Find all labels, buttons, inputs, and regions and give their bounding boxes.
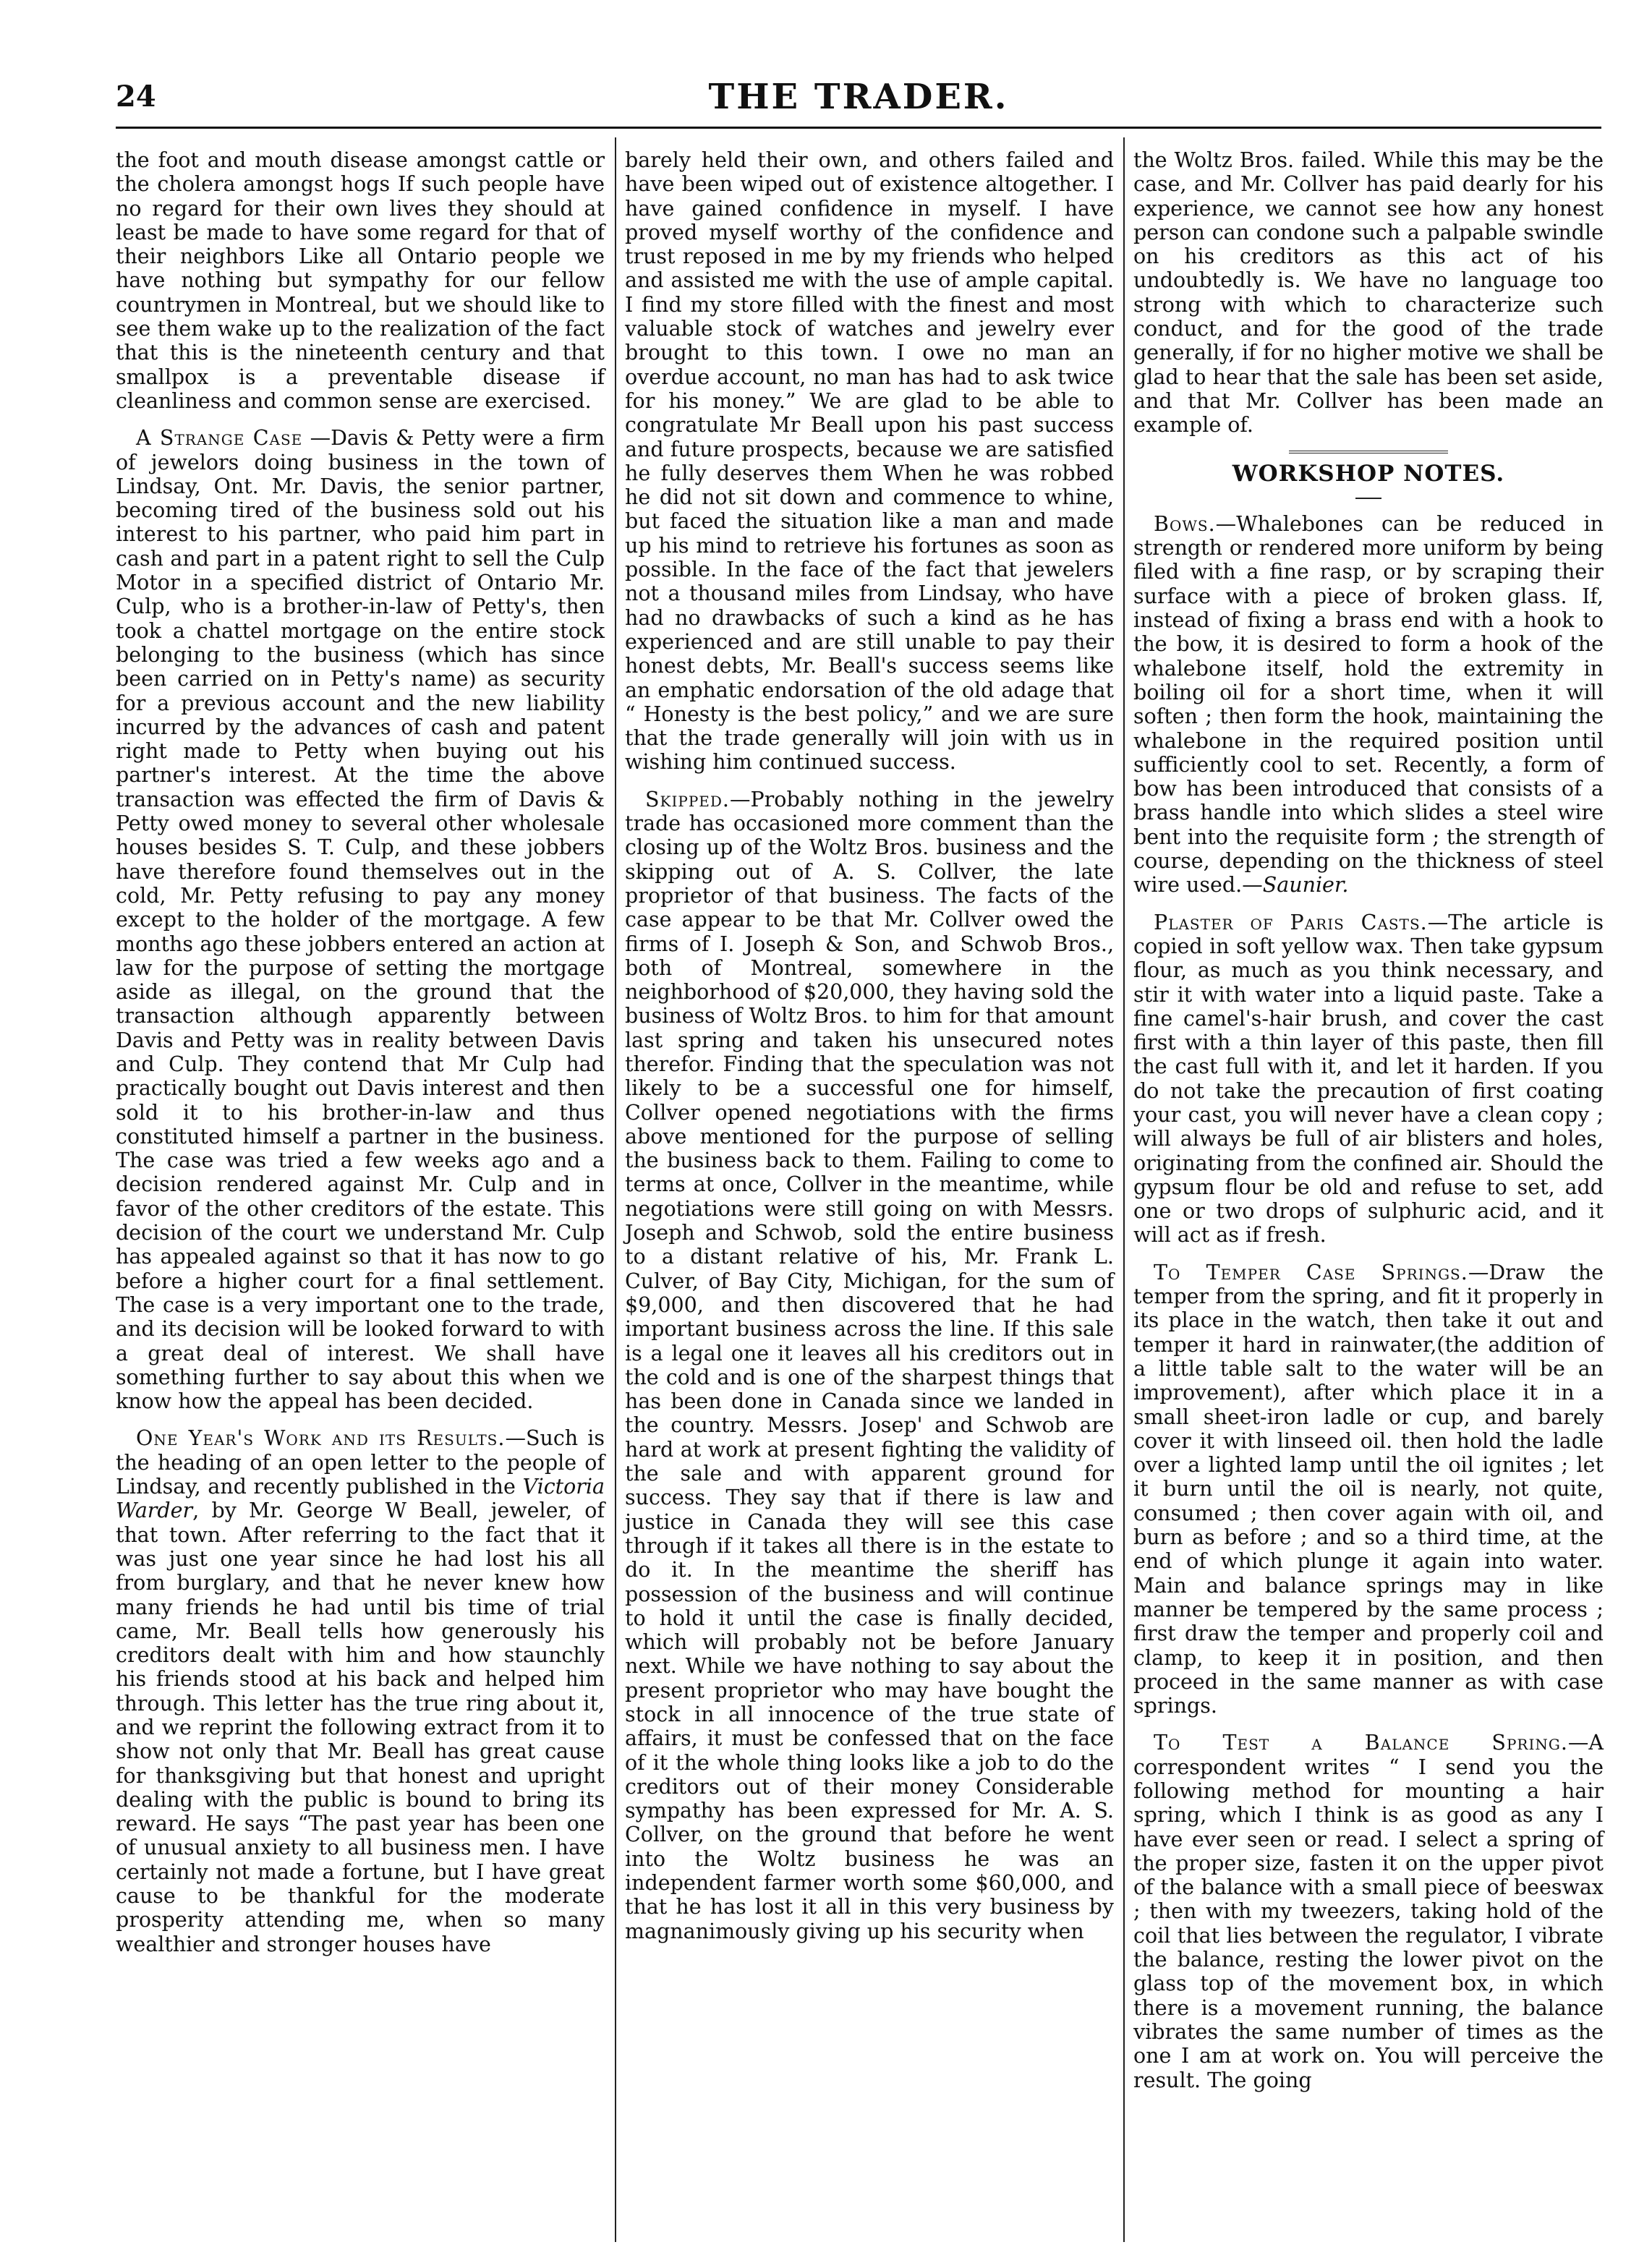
- balance-spring-heading: To Test a Balance Spring.: [1154, 1731, 1568, 1755]
- newspaper-name: Victoria Warder: [116, 1475, 605, 1523]
- strange-case-text: —Davis & Petty were a firm of jewelors doing business in the town of Lindsay, Ont. Mr. Davis, the senior partner, becoming tired of the business sold out his interest to his partner, who paid him part in cash and part in a patent right to sell the Culp Motor in a specified district of Ontario Mr. Culp, who is a brother-in-law of Petty's, then took a chattel mortgage on the entire stock belonging to the business (which has since been carried on in Petty's name) as security for a previous account and the new liability incurred by the advances of cash and patent right made to Petty when buying out his partner's interest. At the time the above transaction was effected the firm of Davis & Petty owed money to several other wholesale houses besides S. T. Culp, and these jobbers have therefore found themselves out in the cold, Mr. Petty refusing to pay any money except to the holder of the mortgage. A few months ago these jobbers entered an action at law for the purpose of setting the mortgage aside as illegal, on the ground that the transaction although apparently between Davis and Petty was in reality between Davis and Culp. They contend that Mr Culp had practically bought out Davis interest and then sold it to his brother-in-law and thus constituted himself a partner in the business. The case was tried a few weeks ago and a decision rendered against Mr. Culp and in favor of the other creditors of the estate. This decision of the court we understand Mr. Culp has appealed against so that it has now to go before a higher court for a final settlement. The case is a very important one to the trade, and its decision will be looked forward to with a great deal of interest. We shall have something further to say about this when we know how the appeal has been decided.: [116, 426, 605, 1414]
- column-divider-1: [615, 137, 616, 2242]
- skipped-text: —Probably nothing in the jewelry trade has occasioned more comment than the closing up of the Woltz Bros. business and the skipping out of A. S. Collver, the late proprietor of that business. The facts of the case appear to be that Mr. Collver owed the firms of I. Joseph & Son, and Schwob Bros., both of Montreal, somewhere in the neighborhood of $20,000, they having sold the business of Woltz Bros. to him for that amount last spring and taken his unsecured notes therefor. Finding that the speculation was not likely to be a successful one for himself, Collver opened negotiations with the firms above mentioned for the purpose of selling the business back to them. Failing to come to terms at once, Collver in the meantime, while negotiations were still going on with Messrs. Joseph and Schwob, sold the entire business to a distant relative of his, Mr. Frank L. Culver, of Bay City, Michigan, for the sum of $9,000, and then discovered that he had important business across the line. If this sale is a legal one it leaves all his creditors out in the cold and is one of the sharpest things that has been done in Canada since we landed in the country. Messrs. Josep' and Schwob are hard at work at present fighting the validity of the sale and with apparent ground for success. They say that if there is law and justice in Canada they will see this case through if it takes all there is in the estate to do it. In the meantime the sheriff has possession of the business and will continue to hold it until the case is finally decided, which will probably not be before January next. While we have nothing to say about the present proprietor who may have bought the stock in all innocence of the true state of affairs, it must be confessed that on the face of it the whole thing looks like a job to do the creditors out of their money Considerable sympathy has been expressed for Mr. A. S. Collver, on the ground that before he went into the Woltz business he was an independent farmer worth some $60,000, and that he has lost it all in this very business by magnanimously giving up his security when: [625, 787, 1114, 1943]
- one-years-work-paragraph: [116, 1426, 605, 1956]
- column-divider-2: [1123, 137, 1125, 2242]
- heading-underline: [1355, 498, 1381, 499]
- plaster-paragraph: [1133, 911, 1604, 1248]
- workshop-notes-heading: WORKSHOP NOTES.: [1232, 460, 1505, 487]
- balance-spring-paragraph: [1133, 1731, 1604, 2092]
- bows-source: Saunier.: [1262, 873, 1349, 898]
- temper-heading: To Temper Case Springs.: [1154, 1260, 1468, 1284]
- smallpox-paragraph: the foot and mouth disease amongst cattle or the cholera amongst hogs If such people have no regard for their own lives they should at least be made to have some regard for that of their neighbors Like all Ontario people we have nothing but sympathy for our fellow countrymen in Montreal, but we should like to see them wake up to the realization of the fact that this is the nineteenth century and that smallpox is a preventable disease if cleanliness and common sense are exercised.: [116, 148, 605, 413]
- plaster-text: —The article is copied in soft yellow wax. Then take gypsum flour, as much as you think necessary, and stir it with water into a liquid paste. Take a fine camel's-hair brush, and cover the cast first with a thin layer of this paste, then fill the cast full with it, and let it harden. If you do not take the precaution of first coating your cast, you will never have a clean copy ; will always be full of air blisters and holes, originating from the confined air. Should the gypsum flour be old and refuse to set, add one or two drops of sulphuric acid, and it will act as if fresh.: [1133, 910, 1604, 1248]
- temper-text: —Draw the temper from the spring, and fit it properly in its place in the watch, then take it out and temper it hard in rainwater,(the addition of a little table salt to the water will be an improvement), after which place it in a small sheet-iron ladle or cup, and barely cover it with linseed oil. then hold the ladle over a lighted lamp until the oil ignites ; let it burn until the oil is nearly, not quite, consumed ; then cover again with oil, and burn as before ; and so a third time, at the end of which plunge it again into water. Main and balance springs may in like manner be tempered by the same process ; first draw the temper and properly coil and clamp, to keep it in position, and then proceed in the same manner as with case springs.: [1133, 1260, 1604, 1718]
- one-years-work-text-b: , by Mr. George W Beall, jeweler, of that town. After referring to the fact that it was just one year since he had lost his all from burglary, and that he never knew how many friends he had until bis time of trial came, Mr. Beall tells how generously his creditors dealt with him and how staunchly his friends stood at his back and helped him through. This letter has the true ring about it, and we reprint the following extract from it to show not only that Mr. Beall has great cause for thanksgiving but that honest and upright dealing with the public is bound to bring its reward. He says “The past year has been one of unusual anxiety to all business men. I have certainly not made a fortune, but I have great cause to be thankful for the moderate prosperity attending me, when so many wealthier and stronger houses have: [116, 1499, 605, 1956]
- plaster-heading: Plaster of Paris Casts.: [1154, 910, 1428, 934]
- column-2: [625, 148, 1114, 1956]
- skipped-heading: Skipped.: [645, 787, 730, 811]
- publication-title: THE TRADER.: [708, 77, 1009, 117]
- strange-case-paragraph: [116, 426, 605, 1413]
- page-header: [116, 77, 1601, 123]
- column-1: [116, 148, 605, 1969]
- bows-text: —Whalebones can be reduced in strength or rendered more uniform by being filed with a fine rasp, or by scraping their surface with a piece of broken glass. If, instead of fixing a brass end with a hook to the bow, it is desired to form a hook of the whalebone itself, hold the extremity in boiling oil for a short time, when it will soften ; then form the hook, maintaining the whalebone in the required position until sufficiently cool to set. Recently, a form of bow has been introduced that consists of a brass handle into which slides a steel wire bent into the requisite form ; the strength of course, depending on the thickness of steel wire used.—: [1133, 511, 1604, 898]
- balance-spring-text: —A correspondent writes “ I send you the following method for mounting a hair spring, which I think is as good as any I have ever seen or read. I select a spring of the proper size, fasten it on the upper pivot of the balance with a small piece of beeswax ; then with my tweezers, taking hold of the coil that lies between the regulator, I vibrate the balance, resting the lower pivot on the glass top of the movement box, in which there is a movement running, the balance vibrates the same number of times as the one I am at work on. You will perceive the result. The going: [1133, 1731, 1604, 2092]
- column-3: [1133, 148, 1604, 2105]
- skipped-paragraph: [625, 788, 1114, 1943]
- one-years-work-heading: One Year's Work and its Results.: [136, 1426, 506, 1451]
- header-rule: [116, 127, 1601, 129]
- page-number: 24: [116, 80, 156, 114]
- strange-case-heading: A Strange Case: [136, 426, 303, 451]
- temper-paragraph: [1133, 1261, 1604, 1718]
- section-divider: [1289, 451, 1448, 456]
- bows-paragraph: [1133, 512, 1604, 898]
- one-years-work-text-a: —Such is the heading of an open letter to the people of Lindsay, and recently published in the: [116, 1426, 605, 1499]
- beall-letter-continued: barely held their own, and others failed and have been wiped out of existence altogether. I have gained confidence in myself. I have proved myself worthy of the confidence and trust reposed in me by my friends who helped and assisted me with the use of ample capital. I find my store filled with the finest and most valuable stock of watches and jewelry ever brought to this town. I owe no man an overdue account, no man has had to ask twice for his money.” We are glad to be able to congratulate Mr Beall upon his past success and future prospects, because we are satisfied he fully deserves them When he was robbed he did not sit down and commence to whine, but faced the situation like a man and made up his mind to retrieve his fortunes as soon as possible. In the face of the fact that jewelers not a thousand miles from Lindsay, who have had no drawbacks of such a kind as he has experienced and are still unable to pay their honest debts, Mr. Beall's success seems like an emphatic endorsation of the old adage that “ Honesty is the best policy,” and we are sure that the trade generally will join with us in wishing him continued success.: [625, 148, 1114, 775]
- collver-continued: the Woltz Bros. failed. While this may be the case, and Mr. Collver has paid dearly for his experience, we cannot see how any honest person can condone such a palpable swindle on his creditors as this act of his undoubtedly is. We have no language too strong with which to characterize such conduct, and for the good of the trade generally, if for no higher motive we shall be glad to hear that the sale has been set aside, and that Mr. Collver has been made an example of.: [1133, 148, 1604, 438]
- bows-heading: Bows.: [1154, 511, 1216, 536]
